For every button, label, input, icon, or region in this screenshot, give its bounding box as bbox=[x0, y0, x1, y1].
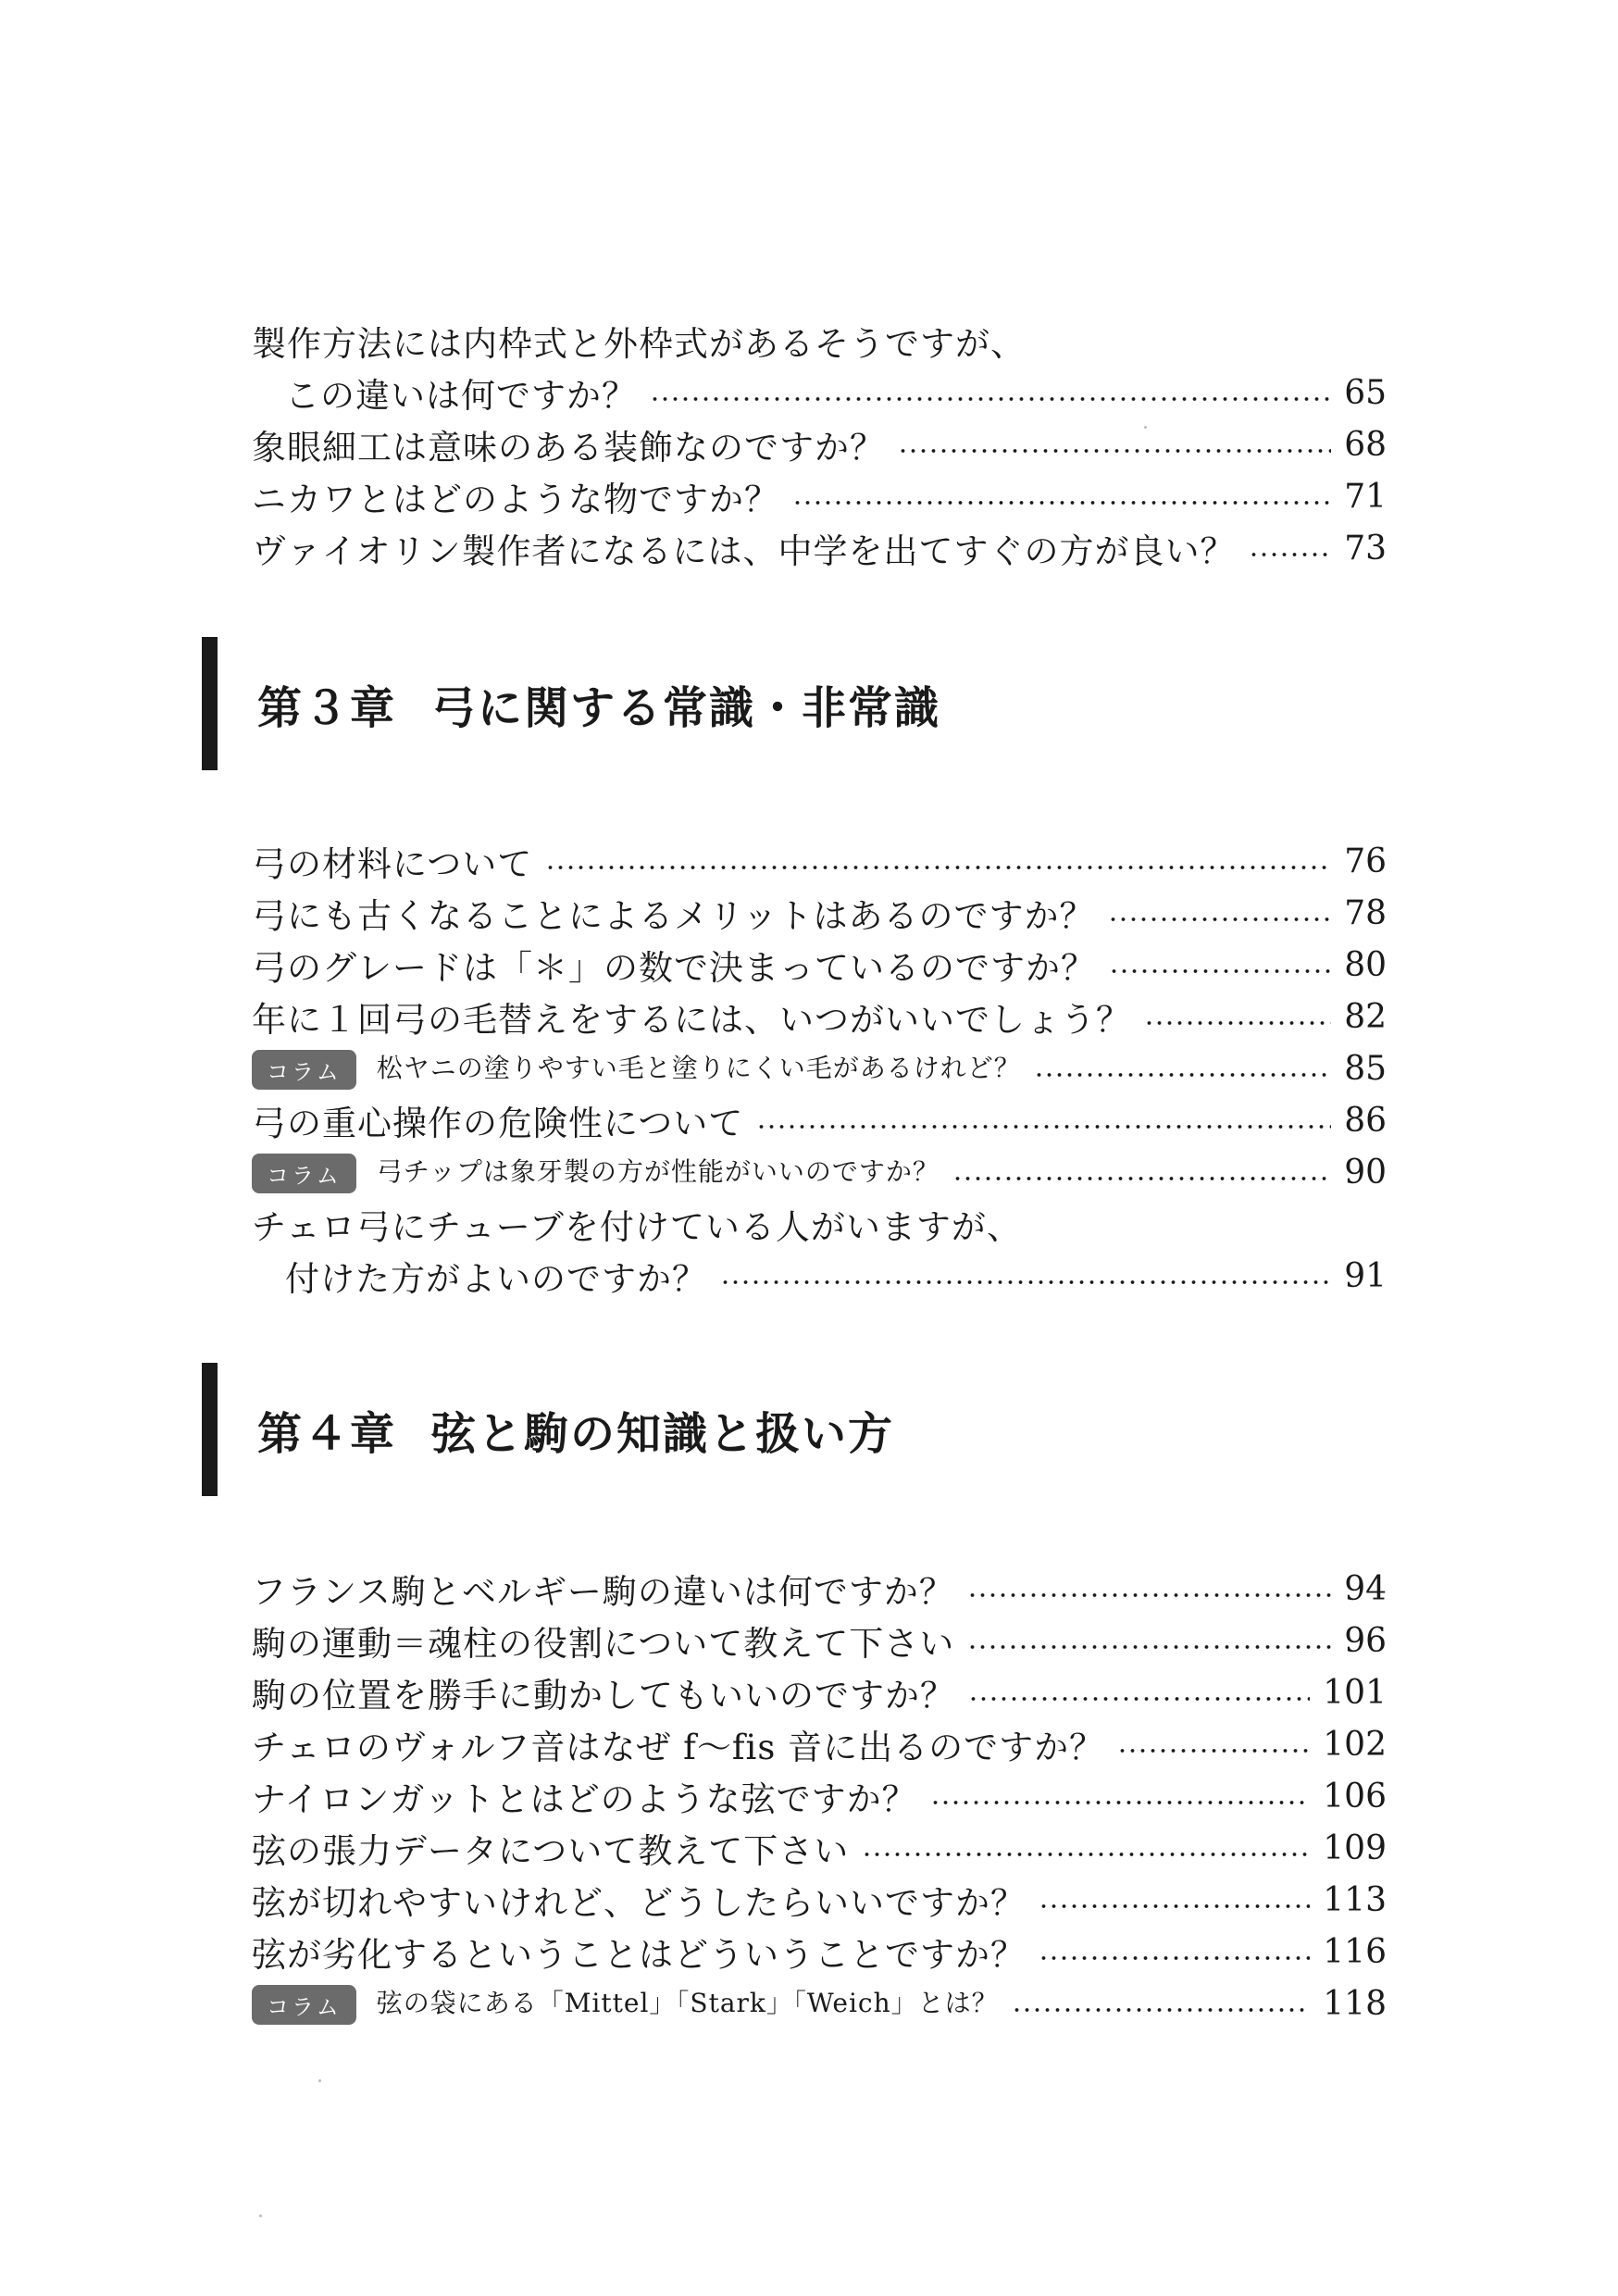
chapter-name: 弦と駒の知識と扱い方 bbox=[431, 1408, 895, 1460]
toc-column-entry[interactable] bbox=[252, 1978, 1387, 2029]
toc-entry-page: 73 bbox=[1344, 529, 1387, 568]
dot-leader bbox=[952, 1177, 1331, 1180]
toc-entry-page: 91 bbox=[1344, 1256, 1387, 1295]
toc-entry-page: 71 bbox=[1344, 477, 1387, 516]
dot-leader bbox=[1012, 2008, 1311, 2012]
toc-entry-page: 109 bbox=[1323, 1828, 1387, 1867]
toc-column-entry[interactable] bbox=[252, 1042, 1387, 1094]
toc-entry-page: 78 bbox=[1344, 893, 1387, 932]
toc-entry[interactable] bbox=[252, 1615, 1387, 1666]
dot-leader bbox=[898, 449, 1331, 453]
dot-leader bbox=[1034, 1073, 1331, 1077]
toc-entry-page: 90 bbox=[1344, 1153, 1387, 1192]
scan-speck bbox=[259, 2215, 262, 2217]
toc-entry-title: 年に１回弓の毛替えをするには、いつがいいでしょう？ bbox=[252, 1000, 1131, 1040]
toc-entry[interactable] bbox=[252, 1874, 1387, 1926]
toc-entry[interactable] bbox=[252, 522, 1387, 574]
toc-column-entry[interactable] bbox=[252, 1146, 1387, 1198]
toc-entry-title: 弦が切れやすいけれど、どうしたらいいですか？ bbox=[252, 1883, 1026, 1923]
toc-entry-title: ナイロンガットとはどのような弦ですか？ bbox=[252, 1779, 917, 1819]
toc-entry-title bbox=[252, 1983, 999, 2025]
dot-leader bbox=[968, 1697, 1310, 1701]
toc-entry-page: 113 bbox=[1323, 1880, 1387, 1919]
toc-entry-page: 80 bbox=[1344, 945, 1387, 984]
toc-entry-page: 68 bbox=[1344, 425, 1387, 464]
toc-entry-title: 駒の位置を勝手に動かしてもいいのですか？ bbox=[252, 1676, 955, 1716]
toc-entry-page: 96 bbox=[1344, 1621, 1387, 1660]
toc-entry-title: 付けた方がよいのですか？ bbox=[285, 1259, 707, 1299]
dot-leader bbox=[930, 1801, 1311, 1804]
toc-entry[interactable] bbox=[252, 418, 1387, 470]
toc-entry[interactable] bbox=[252, 315, 1026, 367]
toc-entry[interactable] bbox=[252, 1250, 1387, 1302]
toc-entry-page: 76 bbox=[1344, 842, 1387, 880]
dot-leader bbox=[1039, 1904, 1310, 1908]
chapter-number: 第３章 bbox=[257, 682, 397, 734]
dot-leader bbox=[1109, 969, 1331, 973]
dot-leader bbox=[967, 1593, 1331, 1597]
toc-entry[interactable] bbox=[252, 1770, 1387, 1822]
toc-entry-title: 弦の張力データについて教えて下さい bbox=[252, 1831, 850, 1871]
toc-entry-title: ニカワとはどのような物ですか？ bbox=[252, 480, 779, 519]
toc-entry[interactable] bbox=[252, 1926, 1387, 1978]
column-title: 弓チップは象牙製の方が性能がいいのですか？ bbox=[376, 1155, 940, 1187]
toc-entry[interactable] bbox=[252, 1666, 1387, 1718]
dot-leader bbox=[1108, 917, 1331, 921]
toc-entry-title: 弓にも古くなることによるメリットはあるのですか？ bbox=[252, 896, 1095, 936]
chapter-bar bbox=[202, 637, 218, 770]
toc-entry-title: ヴァイオリン製作者になるには、中学を出てすぐの方が良い？ bbox=[252, 531, 1236, 571]
chapter-bar bbox=[202, 1363, 218, 1496]
dot-leader bbox=[1249, 553, 1331, 556]
column-badge: コラム bbox=[252, 1154, 356, 1193]
toc-entry[interactable] bbox=[252, 1094, 1387, 1146]
dot-leader bbox=[720, 1280, 1331, 1284]
toc-entry[interactable] bbox=[252, 367, 1387, 418]
dot-leader bbox=[1144, 1021, 1331, 1025]
toc-entry-page: 102 bbox=[1323, 1725, 1387, 1764]
toc-entry-page: 82 bbox=[1344, 997, 1387, 1036]
toc-entry[interactable] bbox=[252, 991, 1387, 1042]
toc-entry-page: 65 bbox=[1344, 373, 1387, 412]
chapter-title bbox=[257, 1398, 894, 1462]
toc-entry-page: 118 bbox=[1323, 1984, 1387, 2023]
toc-entry[interactable] bbox=[252, 887, 1387, 939]
toc-entry-page: 116 bbox=[1323, 1932, 1387, 1971]
dot-leader bbox=[1039, 1956, 1310, 1960]
toc-entry-title bbox=[252, 1152, 940, 1193]
toc-entry-title: 象眼細工は意味のある装飾なのですか？ bbox=[252, 428, 885, 468]
toc-entry-page: 94 bbox=[1344, 1569, 1387, 1608]
chapter-3-heading bbox=[202, 637, 1313, 770]
chapter-title bbox=[257, 672, 940, 736]
toc-entry-title: 弓のグレードは「＊」の数で決まっているのですか？ bbox=[252, 948, 1096, 988]
toc-entry-title: フランス駒とベルギー駒の違いは何ですか？ bbox=[252, 1572, 954, 1612]
chapter-4-heading bbox=[202, 1363, 1313, 1496]
dot-leader bbox=[756, 1125, 1331, 1129]
column-title: 松ヤニの塗りやすい毛と塗りにくい毛があるけれど？ bbox=[376, 1052, 1021, 1083]
chapter-name: 弓に関する常識・非常識 bbox=[431, 682, 941, 734]
column-badge: コラム bbox=[252, 1050, 356, 1090]
scan-speck bbox=[1144, 426, 1147, 429]
toc-entry-title: この違いは何ですか？ bbox=[285, 376, 637, 416]
toc-entry[interactable] bbox=[252, 470, 1387, 522]
dot-leader bbox=[862, 1853, 1310, 1856]
dot-leader bbox=[792, 501, 1331, 505]
toc-entry-title bbox=[252, 1048, 1021, 1090]
toc-entry-page: 86 bbox=[1344, 1101, 1387, 1140]
toc-entry-title: 駒の運動＝魂柱の役割について教えて下さい bbox=[252, 1624, 955, 1664]
scan-speck bbox=[318, 2079, 321, 2082]
dot-leader bbox=[1117, 1749, 1310, 1753]
column-title: 弦の袋にある「Mittel」「Stark」「Weich」とは？ bbox=[376, 1987, 999, 2018]
column-badge: コラム bbox=[252, 1985, 356, 2025]
dot-leader bbox=[967, 1645, 1331, 1649]
toc-entry-title: 弦が劣化するということはどういうことですか？ bbox=[252, 1935, 1026, 1975]
toc-entry-page: 85 bbox=[1344, 1049, 1387, 1088]
toc-entry[interactable] bbox=[252, 939, 1387, 991]
toc-entry-title: 製作方法には内枠式と外枠式があるそうですが、 bbox=[252, 324, 1026, 364]
chapter-number: 第４章 bbox=[257, 1408, 397, 1460]
toc-entry-title: 弓の材料について bbox=[252, 844, 533, 884]
toc-entry[interactable] bbox=[252, 1718, 1387, 1770]
dot-leader bbox=[650, 397, 1331, 401]
toc-entry[interactable] bbox=[252, 1563, 1387, 1615]
toc-entry[interactable] bbox=[252, 835, 1387, 887]
toc-entry-page: 101 bbox=[1323, 1673, 1387, 1712]
toc-entry-title: チェロ弓にチューブを付けている人がいますが、 bbox=[252, 1207, 1022, 1247]
toc-entry-title: 弓の重心操作の危険性について bbox=[252, 1104, 744, 1143]
toc-entry[interactable] bbox=[252, 1198, 1022, 1250]
toc-entry-page: 106 bbox=[1323, 1777, 1387, 1816]
toc-entry[interactable] bbox=[252, 1822, 1387, 1874]
toc-entry-title: チェロのヴォルフ音はなぜ f〜fis 音に出るのですか？ bbox=[252, 1728, 1105, 1767]
dot-leader bbox=[545, 866, 1331, 869]
